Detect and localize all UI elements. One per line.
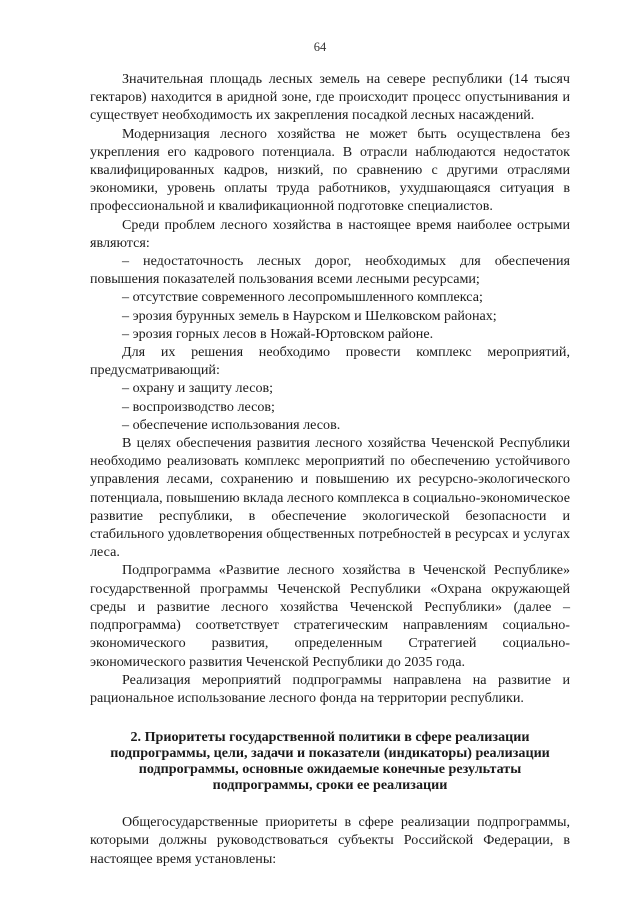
paragraph-problems-intro: Среди проблем лесного хозяйства в настоящее время наиболее острыми являются: xyxy=(90,216,570,251)
paragraph-implementation: Реализация мероприятий подпрограммы направлена на развитие и рациональное использование лесного фонда на территории республики. xyxy=(90,671,570,706)
paragraph-arid-zone: Значительная площадь лесных земель на севере республики (14 тысяч гектаров) находится в аридной зоне, где происходит процесс опустынивания и существует необходимость их закрепления посадкой лесных насаждений. xyxy=(90,71,570,124)
measure-item-protection: – охрану и защиту лесов; xyxy=(122,380,274,397)
problem-item-erosion-forests: – эрозия горных лесов в Ножай-Юртовском районе. xyxy=(122,325,434,342)
paragraph-priorities: Общегосударственные приоритеты в сфере реализации подпрограммы, которыми должны руководствоваться субъекты Российской Федерации, в настоящее время установлены: xyxy=(90,814,570,867)
problem-item-roads: – недостаточность лесных дорог, необходимых для обеспечения повышения показателей пользования всеми лесными ресурсами; xyxy=(90,253,570,288)
problem-item-erosion-lands: – эрозия бурунных земель в Наурском и Шелковском районах; xyxy=(122,307,497,324)
page-content xyxy=(90,70,570,868)
paragraph-measures-intro: Для их решения необходимо провести комплекс мероприятий, предусматривающий: xyxy=(90,344,570,379)
paragraph-personnel: Модернизация лесного хозяйства не может быть осуществлена без укрепления его кадрового потенциала. В отрасли наблюдаются недостаток квалифицированных кадров, низкий, по сравнению с другими отраслями экономики, уровень оплаты труда работников, ухудшающаяся ситуация в профессиональной и квалификационной подготовке специалистов. xyxy=(90,125,570,215)
measure-item-reproduction: – воспроизводство лесов; xyxy=(122,398,275,415)
paragraph-development-goals: В целях обеспечения развития лесного хозяйства Чеченской Республики необходимо реализовать комплекс мероприятий по обеспечению устойчивого управления лесами, сохранению и повышению их ресурсно-экологического потенциала, повышению вклада лесного комплекса в социально-экономическое развитие республики, в обеспечение экологической безопасности и стабильного удовлетворения общественных потребностей в ресурсах и услугах леса. xyxy=(90,435,570,561)
problem-item-industry: – отсутствие современного лесопромышленного комплекса; xyxy=(122,289,483,306)
measure-item-usage: – обеспечение использования лесов. xyxy=(122,416,341,433)
section-heading: 2. Приоритеты государственной политики в сфере реализации подпрограммы, цели, задачи и показатели (индикаторы) реализации подпрограммы, основные ожидаемые конечные результаты подпрограммы, сроки ее реализации xyxy=(110,729,550,794)
page-number: 64 xyxy=(313,40,327,54)
paragraph-subprogram: Подпрограмма «Развитие лесного хозяйства в Чеченской Республике» государственной программы Чеченской Республики «Охрана окружающей среды и развитие лесного хозяйства Чеченской Республики» (далее – подпрограмма) соответствует стратегическим направлениям социально-экономического развития, определенным Стратегией социально-экономического развития Чеченской Республики до 2035 года. xyxy=(90,562,570,670)
